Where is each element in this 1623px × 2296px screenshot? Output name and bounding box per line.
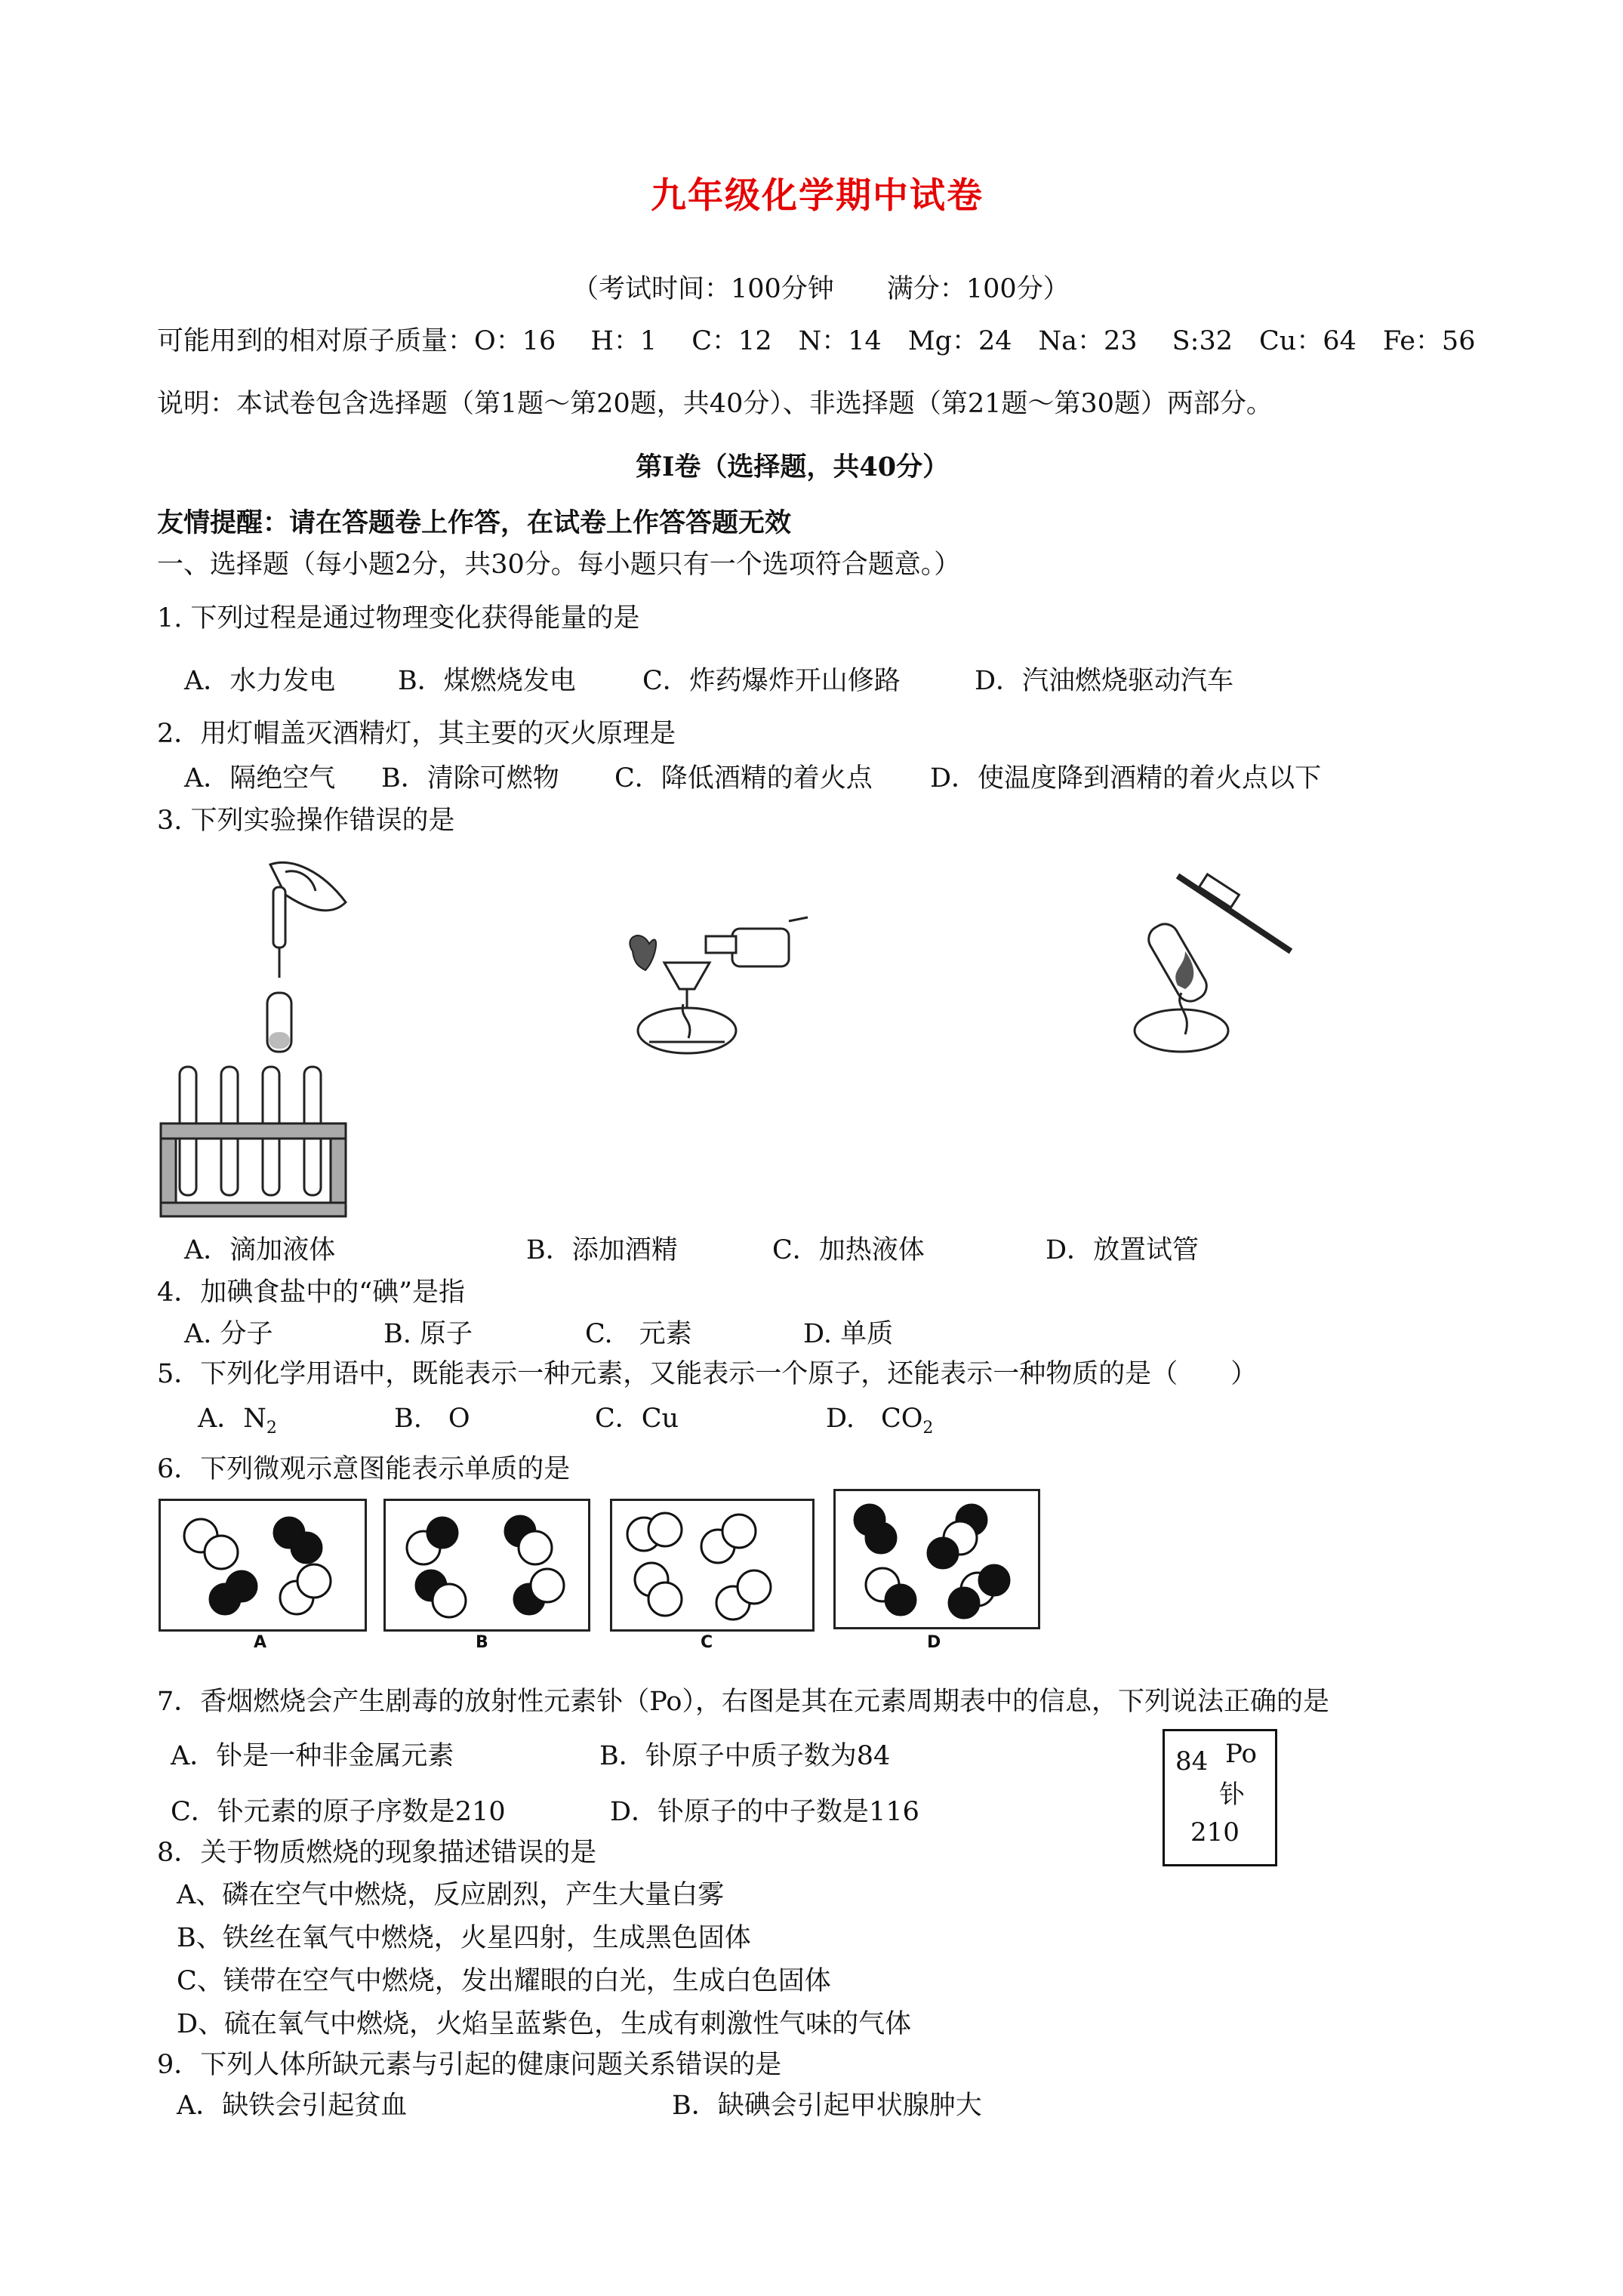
q4-option-b: B. 原子 <box>383 1319 473 1349</box>
atomic-masses: 可能用到的相对原子质量：O：16 H：1 C：12 N：14 Mg：24 Na：23 S:32 Cu：64 Fe：56 <box>157 326 1476 356</box>
page-title: 九年级化学期中试卷 <box>651 175 984 217</box>
q8-stem: 8．关于物质燃烧的现象描述错误的是 <box>157 1838 597 1868</box>
q3-option-b: B．添加酒精 <box>526 1235 678 1265</box>
q4-stem: 4．加碘食盐中的“碘”是指 <box>157 1277 466 1308</box>
molecule-panel-a <box>159 1499 367 1632</box>
q7-option-c: C．钋元素的原子序数是210 <box>171 1797 506 1827</box>
q7-option-d: D．钋原子的中子数是116 <box>610 1797 919 1827</box>
q8-option-a: A、磷在空气中燃烧，反应剧烈，产生大量白雾 <box>177 1880 725 1910</box>
molecule-panel-c <box>610 1499 815 1632</box>
q8-option-d: D、硫在氧气中燃烧，火焰呈蓝紫色，生成有刺激性气味的气体 <box>177 2009 912 2039</box>
element-atomic-number: 84 <box>1175 1746 1209 1777</box>
q5-option-b: B. O <box>394 1404 470 1434</box>
q4-option-a: A. 分子 <box>184 1319 273 1349</box>
element-name: 钋 <box>1219 1780 1245 1810</box>
q2-stem: 2．用灯帽盖灭酒精灯，其主要的灭火原理是 <box>157 719 676 749</box>
q9-option-a: A．缺铁会引起贫血 <box>177 2091 408 2121</box>
alcohol-lamp-funnel-illustration <box>619 906 815 1057</box>
molecule-panel-b-label: B <box>476 1633 488 1652</box>
q1-stem: 1. 下列过程是通过物理变化获得能量的是 <box>157 603 640 633</box>
q9-stem: 9．下列人体所缺元素与引起的健康问题关系错误的是 <box>157 2050 782 2080</box>
element-card-polonium <box>1163 1729 1277 1866</box>
q9-option-b: B．缺碘会引起甲状腺肿大 <box>672 2091 982 2121</box>
exam-info: （考试时间：100分钟 满分：100分） <box>572 274 1070 304</box>
q4-option-d: D. 单质 <box>803 1319 894 1349</box>
q1-option-b: B．煤燃烧发电 <box>398 666 576 696</box>
q3-stem: 3. 下列实验操作错误的是 <box>157 806 455 836</box>
heating-liquid-illustration <box>1125 861 1306 1057</box>
description: 说明：本试卷包含选择题（第1题～第20题，共40分）、非选择题（第21题～第30题）两部分。 <box>157 389 1273 419</box>
molecule-panel-c-label: C <box>701 1633 713 1652</box>
q2-option-d: D．使温度降到酒精的着火点以下 <box>930 763 1322 794</box>
q8-option-b: B、铁丝在氧气中燃烧，火星四射，生成黑色固体 <box>177 1923 751 1953</box>
section1-heading: 一、选择题（每小题2分，共30分。每小题只有一个选项符合题意。） <box>157 550 961 580</box>
molecule-panel-d-label: D <box>927 1633 941 1652</box>
element-atomic-mass: 210 <box>1190 1817 1240 1848</box>
q5-option-c: C．Cu <box>595 1404 679 1434</box>
molecule-panel-d <box>833 1489 1040 1629</box>
dropper-illustration <box>240 857 361 1053</box>
molecule-panel-a-label: A <box>254 1633 267 1652</box>
q1-option-c: C．炸药爆炸开山修路 <box>642 666 901 696</box>
q3-option-a: A．滴加液体 <box>184 1235 336 1265</box>
q7-option-a: A．钋是一种非金属元素 <box>171 1741 454 1771</box>
q5-option-d: D. $CO_2$ <box>826 1404 934 1438</box>
element-symbol: Po <box>1225 1739 1257 1769</box>
q1-option-d: D．汽油燃烧驱动汽车 <box>975 666 1234 696</box>
part1-heading: 第Ⅰ卷（选择题，共40分） <box>636 451 950 482</box>
q3-option-d: D．放置试管 <box>1046 1235 1200 1265</box>
q2-option-a: A．隔绝空气 <box>184 763 336 794</box>
q6-stem: 6．下列微观示意图能表示单质的是 <box>157 1454 571 1484</box>
q4-option-c: C. 元素 <box>585 1319 692 1349</box>
q2-option-b: B．清除可燃物 <box>381 763 559 794</box>
molecule-panel-b <box>383 1499 590 1632</box>
q5-stem: 5．下列化学用语中，既能表示一种元素，又能表示一个原子，还能表示一种物质的是（ ） <box>157 1359 1258 1389</box>
q7-stem: 7．香烟燃烧会产生剧毒的放射性元素钋（Po），右图是其在元素周期表中的信息，下列说法正确的是 <box>157 1687 1329 1717</box>
reminder: 友情提醒：请在答题卷上作答，在试卷上作答答题无效 <box>157 507 792 538</box>
q1-option-a: A．水力发电 <box>184 666 336 696</box>
test-tube-rack-illustration <box>157 1063 353 1222</box>
q3-option-c: C．加热液体 <box>772 1235 925 1265</box>
q7-option-b: B．钋原子中质子数为84 <box>599 1741 891 1771</box>
q2-option-c: C．降低酒精的着火点 <box>614 763 873 794</box>
q5-option-a: A．$N_2$ <box>198 1404 277 1438</box>
q8-option-c: C、镁带在空气中燃烧，发出耀眼的白光，生成白色固体 <box>177 1966 831 1996</box>
